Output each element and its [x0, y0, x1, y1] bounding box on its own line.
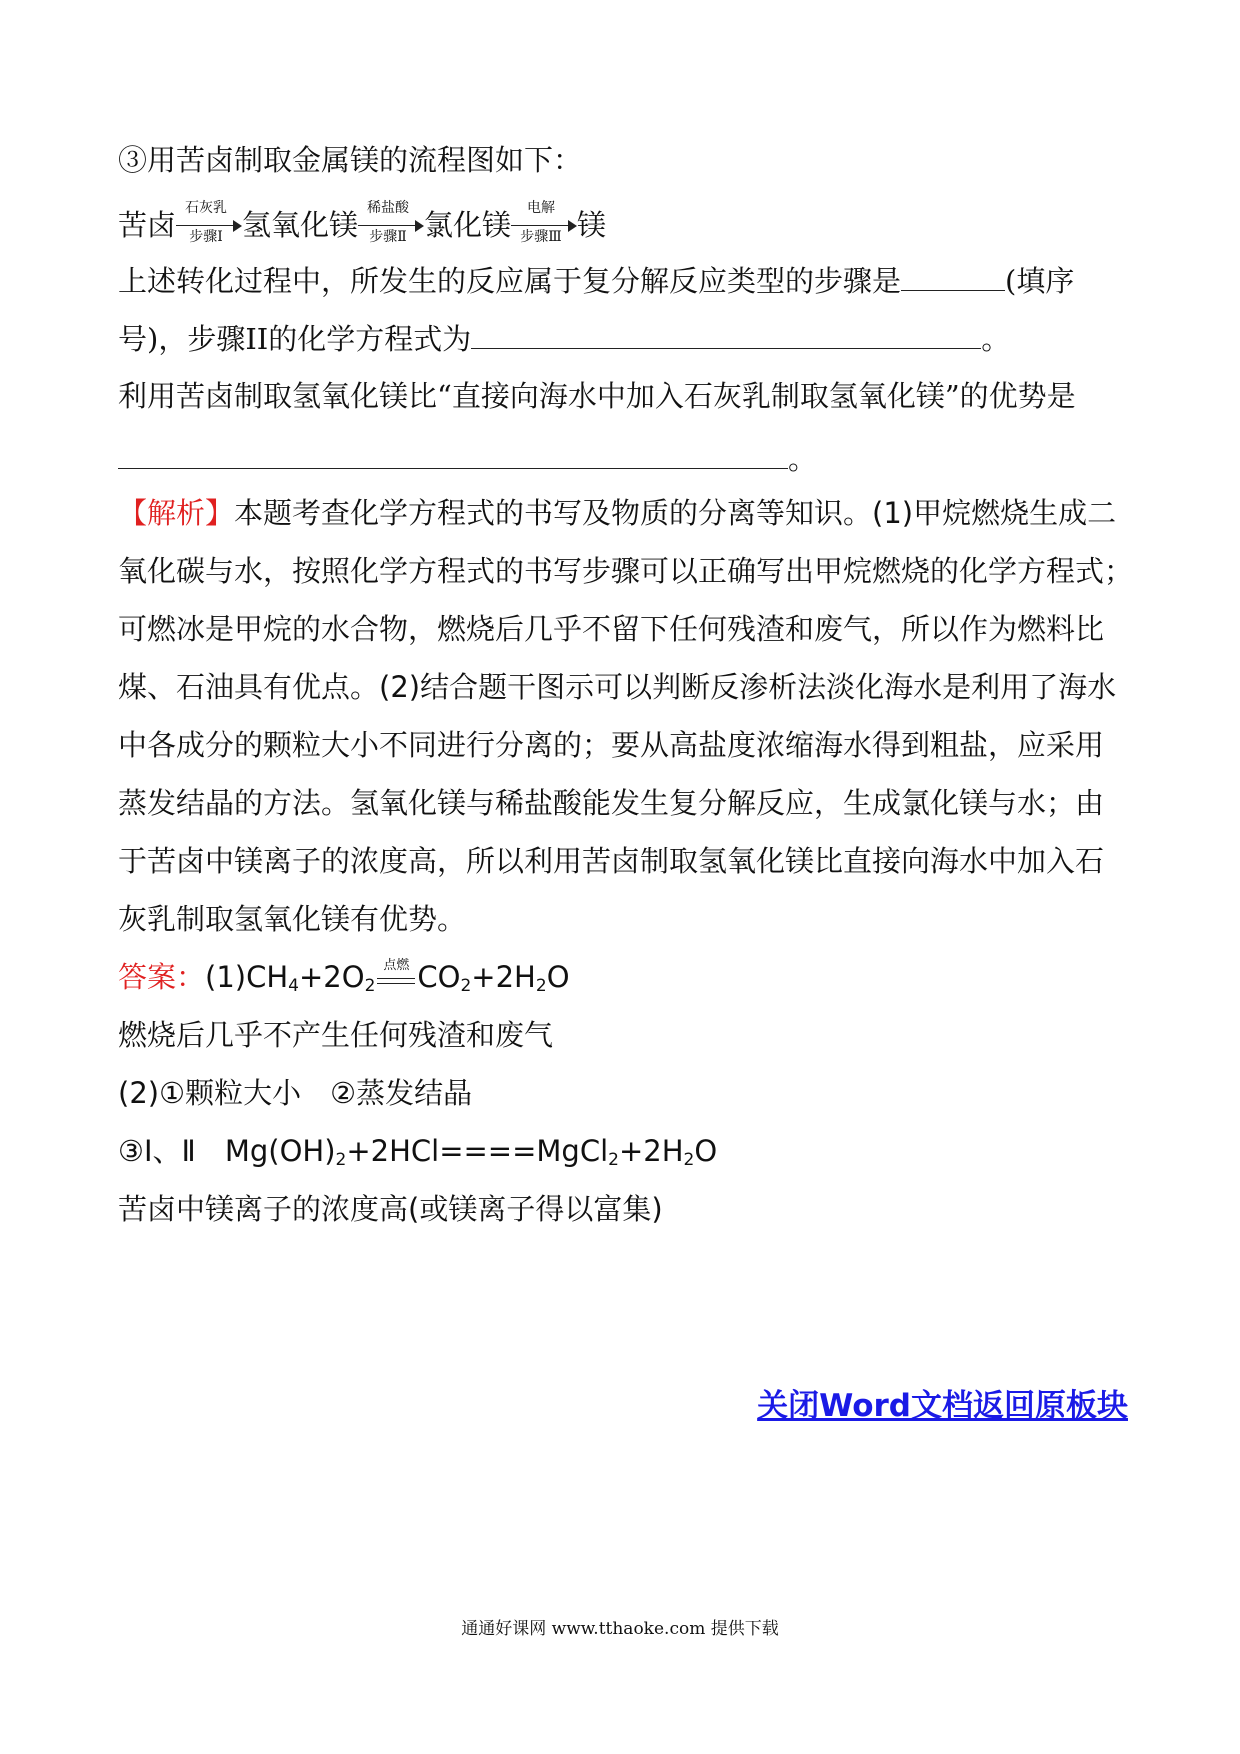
close-word-link[interactable]: 关闭Word文档返回原板块 [757, 1388, 1128, 1424]
step-label: 步骤Ⅰ [189, 229, 223, 245]
flow-arrow-step2 [358, 200, 424, 245]
reagent-label: 电解 [527, 200, 556, 216]
question-text: (填序 [1005, 264, 1075, 298]
reagent-label: 稀盐酸 [367, 200, 410, 216]
answer-line-3: (2)①颗粒大小 ②蒸发结晶 [118, 1076, 473, 1110]
flow-product-1: 氢氧化镁 [242, 208, 359, 242]
flow-arrow-step3 [511, 200, 577, 245]
flow-arrow-step1 [176, 200, 242, 245]
answer-line-5: 苦卤中镁离子的浓度高(或镁离子得以富集) [118, 1192, 663, 1226]
question-text: 号)，步骤II的化学方程式为 [118, 322, 472, 356]
answer-line-2: 燃烧后几乎不产生任何残渣和废气 [118, 1018, 554, 1052]
step-label: 步骤Ⅲ [520, 229, 562, 245]
analysis-line-8: 灰乳制取氢氧化镁有优势。 [118, 902, 467, 936]
question-text: 上述转化过程中，所发生的反应属于复分解反应类型的步骤是 [118, 264, 902, 298]
analysis-line-2: 氧化碳与水，按照化学方程式的书写步骤可以正确写出甲烷燃烧的化学方程式； [118, 554, 1134, 588]
answer-equation-1 [118, 957, 570, 1006]
question-line-3: 利用苦卤制取氢氧化镁比“直接向海水中加入石灰乳制取氢氧化镁”的优势是 [118, 379, 1076, 413]
reaction-condition [375, 957, 417, 997]
eq-text: ③Ⅰ、Ⅱ Mg(OH) [118, 1134, 336, 1168]
answer-blank-3[interactable] [118, 438, 788, 469]
analysis-line-3: 可燃冰是甲烷的水合物，燃烧后几乎不留下任何残渣和废气，所以作为燃料比 [118, 612, 1105, 646]
answer-blank-1[interactable] [901, 260, 1005, 291]
question-text: 。 [981, 322, 1011, 356]
flow-product-2: 氯化镁 [424, 208, 512, 242]
eq-subscript: 2 [364, 976, 376, 996]
analysis-line-7: 于苦卤中镁离子的浓度高，所以利用苦卤制取氢氧化镁比直接向海水中加入石 [118, 844, 1105, 878]
condition-label: 点燃 [383, 958, 410, 973]
eq-text: CO [417, 960, 461, 994]
eq-subscript: 2 [535, 976, 547, 996]
reagent-label: 石灰乳 [185, 200, 228, 216]
answer-equation-2 [118, 1131, 717, 1180]
answer-label: 答案： [118, 960, 206, 994]
flow-start: 苦卤 [118, 208, 177, 242]
eq-subscript: 2 [608, 1150, 619, 1170]
question-line-2 [118, 318, 1010, 359]
question-intro: ③用苦卤制取金属镁的流程图如下： [118, 143, 583, 177]
eq-subscript: 4 [288, 976, 299, 996]
answer-blank-2[interactable] [471, 318, 981, 349]
footer-source: 通通好课网 www.tthaoke.com 提供下载 [461, 1619, 779, 1639]
question-line-1 [118, 260, 1074, 301]
eq-text: +2H [471, 960, 536, 994]
eq-text: +2HCl====MgCl [346, 1134, 609, 1168]
eq-subscript: 2 [460, 976, 472, 996]
question-text: 。 [788, 442, 818, 476]
analysis-line-5: 中各成分的颗粒大小不同进行分离的；要从高盐度浓缩海水得到粗盐，应采用 [118, 728, 1105, 762]
eq-text: +2H [618, 1134, 684, 1168]
eq-subscript: 2 [683, 1150, 695, 1170]
analysis-label: 【解析】 [118, 496, 235, 530]
analysis-text: 本题考查化学方程式的书写及物质的分离等知识。(1)甲烷燃烧生成二 [234, 496, 1117, 530]
step-label: 步骤Ⅱ [369, 229, 407, 245]
eq-subscript: 2 [335, 1150, 347, 1170]
question-line-4 [118, 438, 817, 479]
flow-chart [118, 200, 607, 245]
analysis-line-4: 煤、石油具有优点。(2)结合题干图示可以判断反渗析法淡化海水是利用了海水 [118, 670, 1117, 704]
analysis-line-1 [118, 493, 1116, 533]
flow-product-3: 镁 [577, 208, 607, 242]
eq-text: (1)CH [205, 960, 289, 994]
analysis-line-6: 蒸发结晶的方法。氢氧化镁与稀盐酸能发生复分解反应，生成氯化镁与水；由 [118, 786, 1105, 820]
eq-text: +2O [298, 960, 365, 994]
eq-text: O [546, 960, 570, 994]
eq-text: O [694, 1134, 718, 1168]
